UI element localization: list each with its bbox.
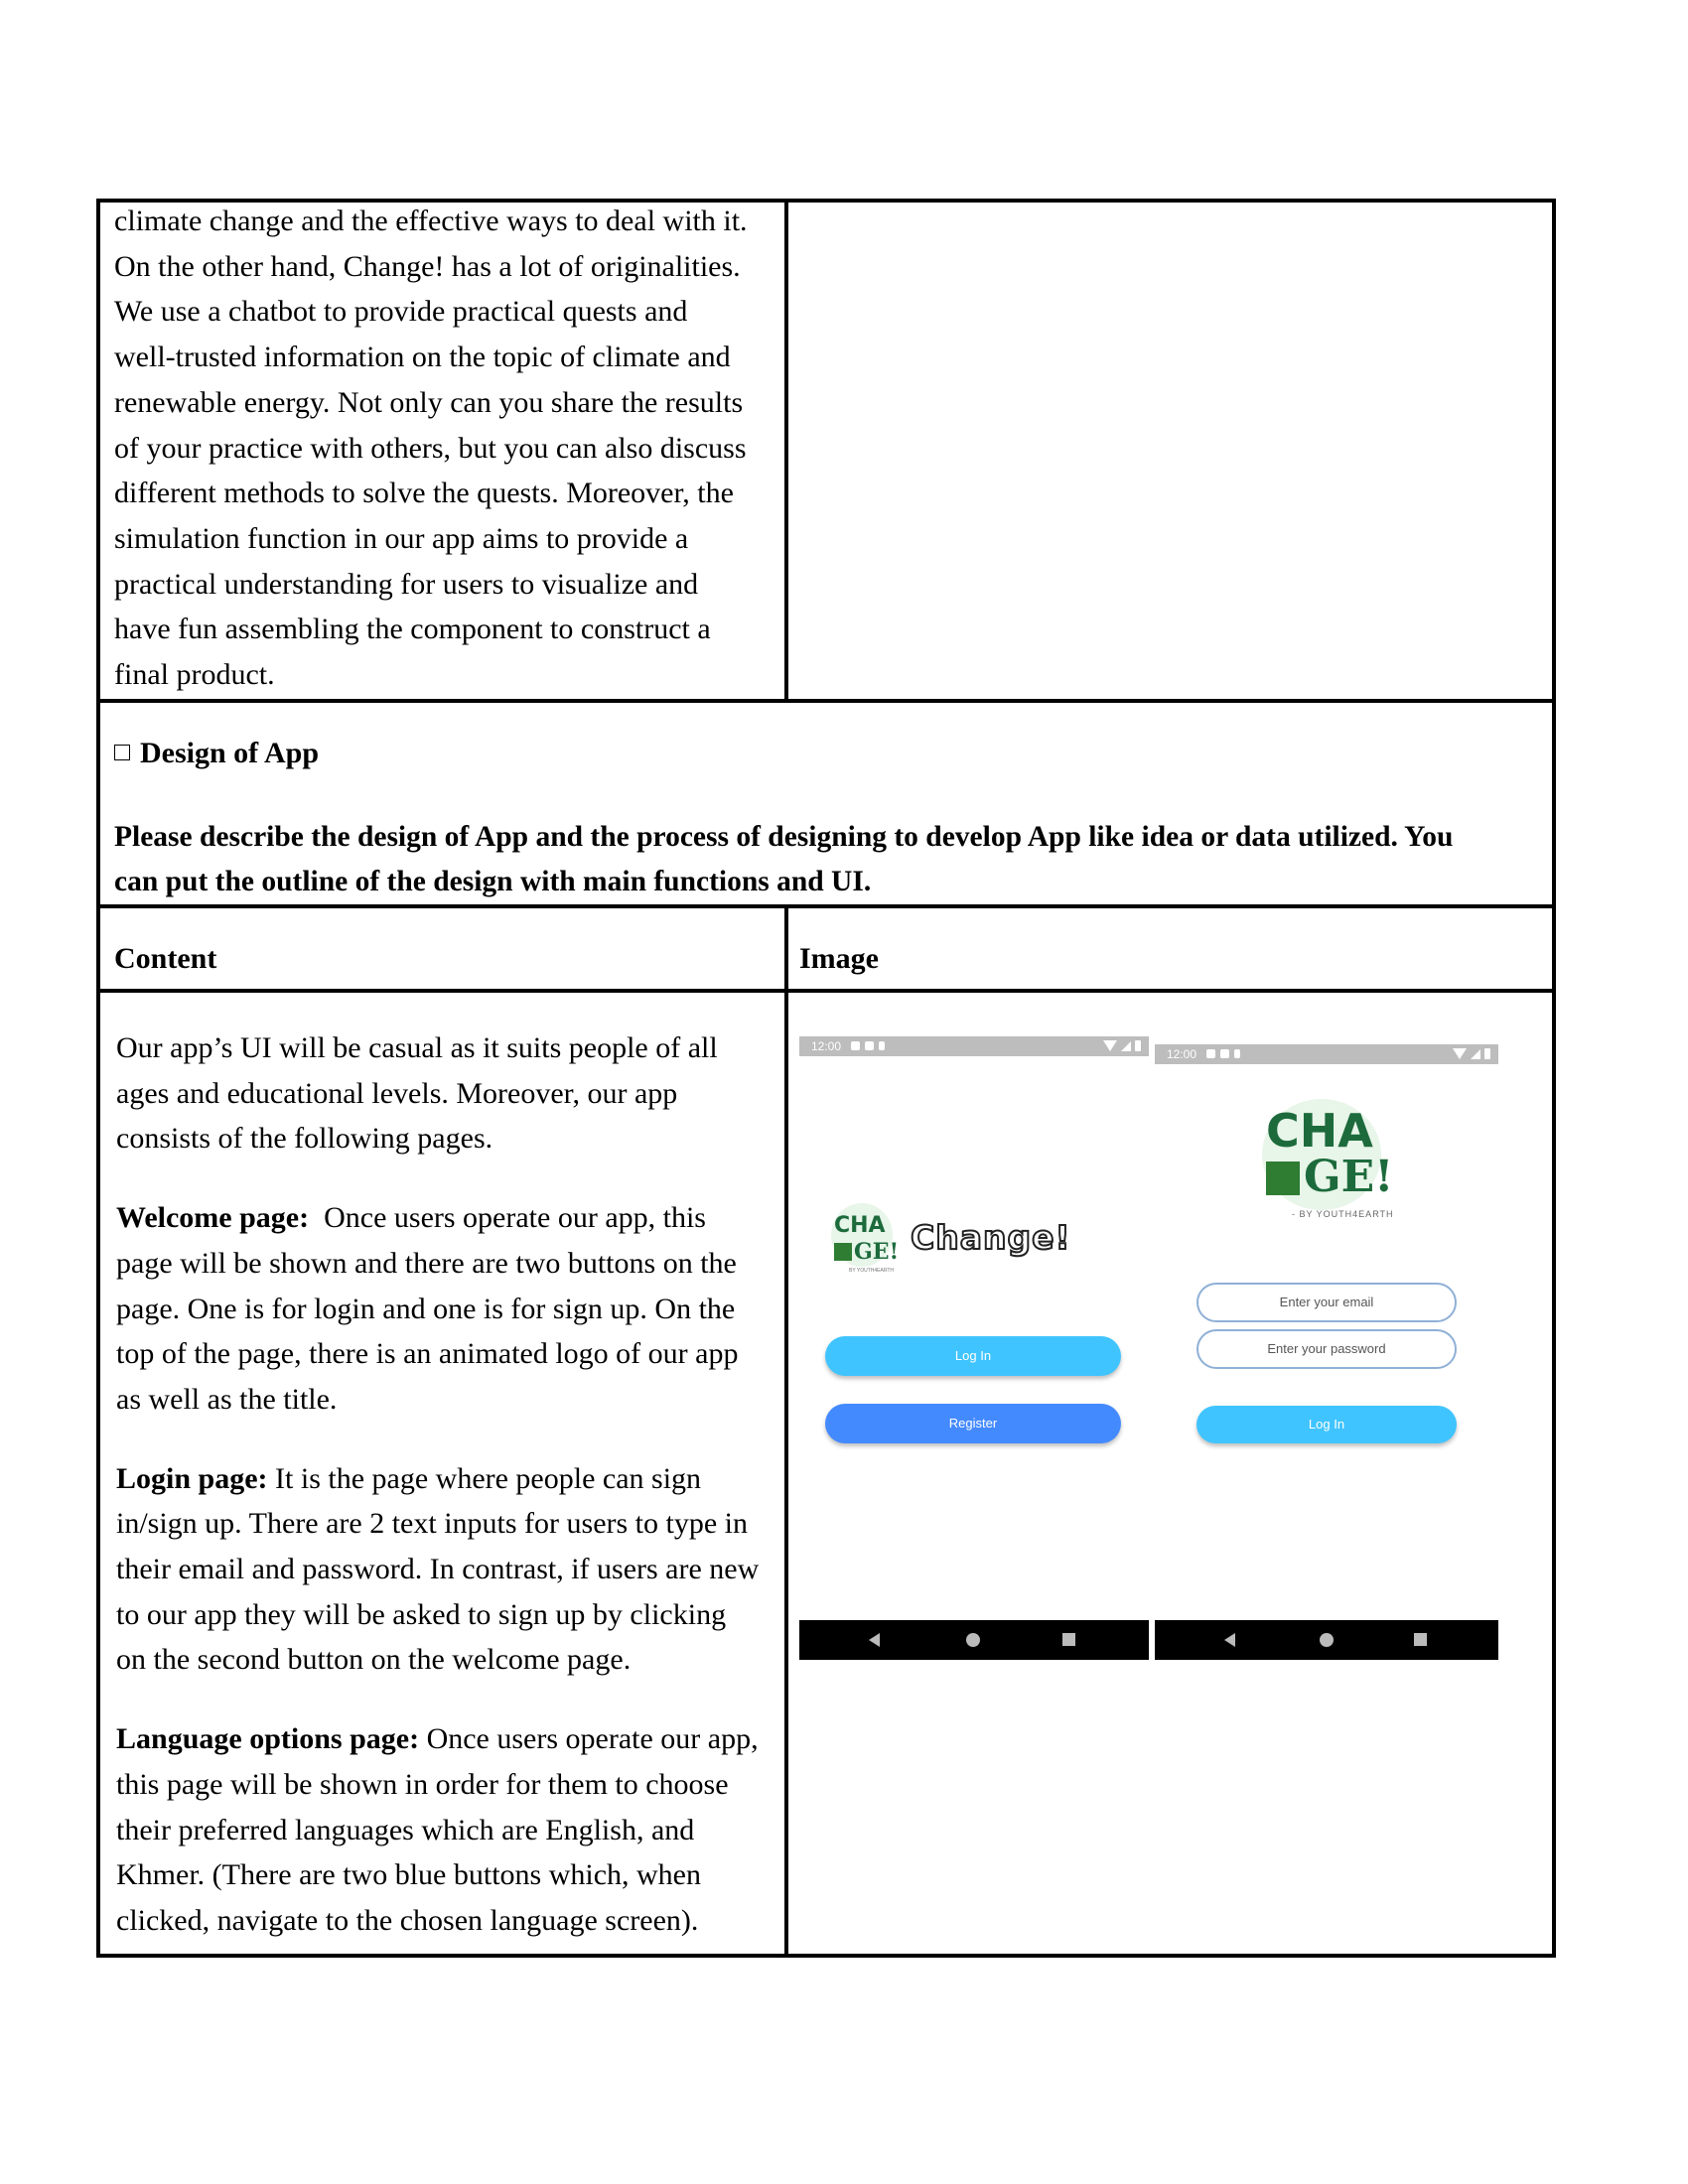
content-line: consists of the following pages. — [116, 1122, 493, 1156]
content-line: this page will be shown in order for them to choose — [116, 1767, 729, 1801]
password-field[interactable]: Enter your password — [1196, 1329, 1457, 1369]
row-divider — [100, 699, 1552, 703]
content-line: on the second button on the welcome page. — [116, 1643, 632, 1677]
image-column-header: Image — [799, 942, 879, 975]
wifi-icon — [1103, 1040, 1117, 1051]
logo-text-top: CHA — [834, 1213, 886, 1238]
settings-icon — [1206, 1049, 1215, 1058]
row-divider — [100, 904, 1552, 908]
language-page-label: Language options page: — [116, 1722, 420, 1756]
navigation-bar — [1155, 1620, 1498, 1660]
login-screen-mockup — [1155, 1044, 1498, 1660]
navigation-bar — [799, 1620, 1149, 1660]
logo-subtitle: - BY YOUTH4EARTH — [1292, 1209, 1394, 1219]
register-button[interactable]: Register — [825, 1404, 1121, 1443]
notification-icon — [1220, 1049, 1229, 1058]
design-prompt — [114, 815, 1544, 904]
intro-line: On the other hand, Change! has a lot of originalities. — [114, 249, 741, 283]
content-line: to our app they will be asked to sign up by clicking — [116, 1597, 727, 1631]
welcome-page-label: Welcome page: — [116, 1201, 310, 1235]
recents-icon[interactable] — [1062, 1633, 1075, 1646]
section-heading — [114, 737, 319, 770]
status-time: 12:00 — [811, 1039, 842, 1053]
intro-line: climate change and the effective ways to deal with it. — [114, 205, 748, 237]
status-bar — [799, 1036, 1149, 1056]
home-icon[interactable] — [966, 1633, 980, 1647]
content-line: page will be shown and there are two buttons on the — [116, 1246, 737, 1280]
back-icon[interactable] — [1224, 1633, 1235, 1647]
battery-icon — [1135, 1040, 1141, 1051]
content-line: It is the page where people can sign — [267, 1461, 702, 1495]
status-bar — [1155, 1044, 1498, 1064]
login-page-label: Login page: — [116, 1461, 268, 1495]
content-line: Khmer. (There are two blue buttons which, when — [116, 1858, 701, 1892]
status-time: 12:00 — [1167, 1047, 1197, 1061]
design-prompt-line: Please describe the design of App and the process of designing to develop App like idea or data utilized. You — [114, 821, 1454, 853]
row-divider — [100, 989, 1552, 993]
logo-text-bottom: GE! — [1304, 1152, 1394, 1202]
intro-line: of your practice with others, but you can also discuss — [114, 431, 747, 465]
logo-text-top: CHA — [1266, 1104, 1373, 1158]
notification-icon — [865, 1041, 874, 1050]
content-line: Once users operate our app, this — [309, 1201, 706, 1235]
login-button[interactable]: Log In — [825, 1336, 1121, 1376]
document-table — [96, 199, 1556, 1958]
content-line: ages and educational levels. Moreover, our app — [116, 1076, 678, 1110]
content-line: Once users operate our app, — [419, 1722, 759, 1756]
content-body — [116, 1025, 781, 1978]
logo-subtitle: BY YOUTH4EARTH — [849, 1268, 895, 1274]
intro-line: practical understanding for users to visualize and — [114, 567, 699, 601]
settings-icon — [851, 1041, 860, 1050]
wifi-icon — [1453, 1048, 1467, 1059]
content-line: Our app’s UI will be casual as it suits people of all — [116, 1031, 718, 1064]
back-icon[interactable] — [869, 1633, 880, 1647]
login-button[interactable]: Log In — [1196, 1406, 1457, 1443]
intro-line: simulation function in our app aims to provide a — [114, 521, 689, 555]
welcome-page-block — [116, 1195, 781, 1423]
column-divider — [784, 203, 788, 699]
intro-line: renewable energy. Not only can you share the results — [114, 385, 744, 419]
intro-block — [116, 1025, 781, 1161]
sd-card-icon — [879, 1041, 885, 1050]
recents-icon[interactable] — [1414, 1633, 1427, 1646]
content-line: their email and password. In contrast, if users are new — [116, 1553, 760, 1586]
signal-icon — [1121, 1041, 1131, 1051]
signal-icon — [1471, 1049, 1480, 1059]
column-divider — [784, 904, 788, 1958]
sd-card-icon — [1234, 1049, 1240, 1058]
logo-text-bottom: GE! — [854, 1239, 900, 1265]
checkbox-icon — [114, 745, 130, 760]
leaf-icon — [834, 1243, 852, 1261]
intro-line: final product. — [114, 658, 275, 692]
app-title: Change! — [911, 1218, 1071, 1257]
intro-line: We use a chatbot to provide practical quests and — [114, 295, 688, 329]
intro-paragraph — [114, 199, 779, 698]
content-line: their preferred languages which are English, and — [116, 1813, 695, 1846]
battery-icon — [1484, 1048, 1490, 1059]
email-field[interactable]: Enter your email — [1196, 1283, 1457, 1322]
login-page-block — [116, 1456, 781, 1684]
intro-line: different methods to solve the quests. Moreover, the — [114, 477, 734, 510]
content-line: as well as the title. — [116, 1382, 338, 1416]
content-column-header: Content — [114, 942, 217, 975]
home-icon[interactable] — [1320, 1633, 1334, 1647]
leaf-icon — [1266, 1161, 1300, 1195]
content-line: page. One is for login and one is for sign up. On the — [116, 1292, 736, 1325]
language-page-block — [116, 1716, 781, 1944]
section-heading-text: Design of App — [140, 737, 320, 769]
content-line: in/sign up. There are 2 text inputs for users to type in — [116, 1507, 748, 1541]
content-line: top of the page, there is an animated logo of our app — [116, 1337, 739, 1371]
intro-line: well-trusted information on the topic of climate and — [114, 341, 731, 374]
design-prompt-line: can put the outline of the design with main functions and UI. — [114, 866, 872, 897]
intro-line: have fun assembling the component to construct a — [114, 613, 711, 646]
welcome-screen-mockup — [799, 1036, 1149, 1660]
content-line: clicked, navigate to the chosen language screen). — [116, 1903, 699, 1937]
